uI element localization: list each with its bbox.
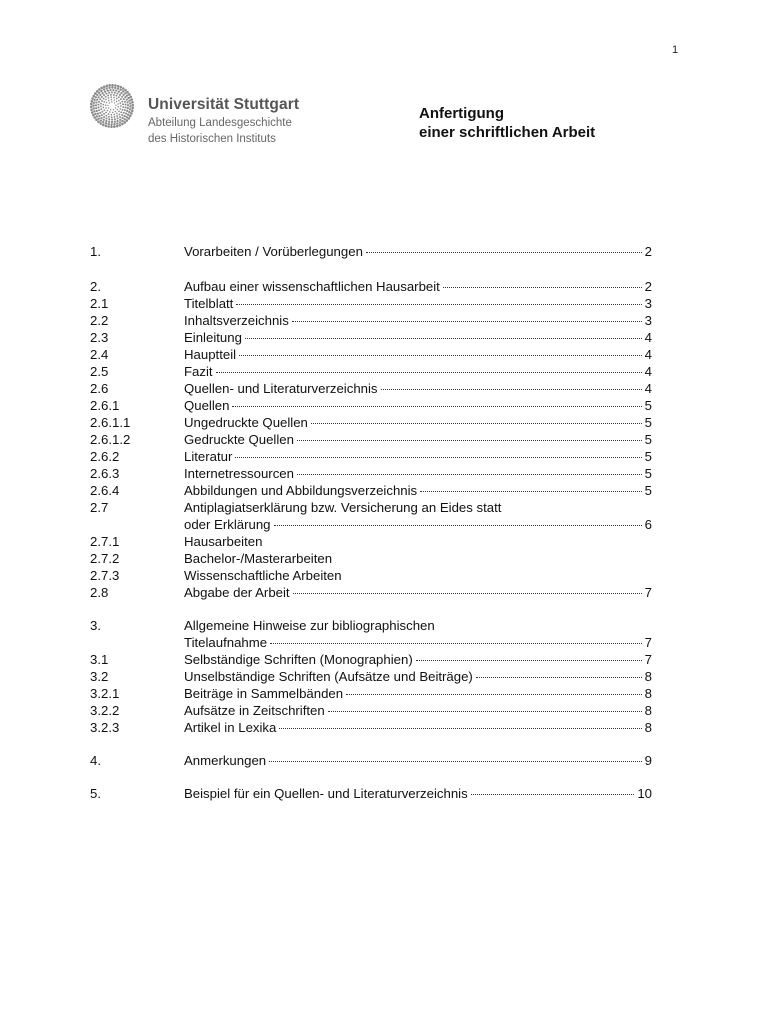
toc-dot-leader — [279, 728, 641, 729]
toc-entry-title: Einleitung — [184, 330, 242, 345]
toc-entry-title: oder Erklärung — [184, 517, 271, 532]
toc-entry-number: 4. — [90, 753, 101, 768]
toc-entry-number: 5. — [90, 786, 101, 801]
toc-dot-leader — [297, 440, 642, 441]
toc-entry-title: Bachelor-/Masterarbeiten — [184, 551, 333, 566]
toc-entry-page: 4 — [644, 364, 652, 379]
toc-entry-number: 2.7.3 — [90, 568, 120, 583]
toc-entry-title: Literatur — [184, 449, 233, 464]
toc-entry-title: Abbildungen und Abbildungsverzeichnis — [184, 483, 418, 498]
institution-department: Abteilung Landesgeschichte — [148, 117, 292, 129]
toc-entry-page: 10 — [637, 786, 652, 801]
university-logo — [90, 84, 330, 154]
toc-entry — [0, 668, 770, 685]
toc-entry-title: Fazit — [184, 364, 213, 379]
toc-dot-leader — [239, 355, 642, 356]
toc-entry-page: 5 — [644, 398, 652, 413]
toc-entry-title: Beiträge in Sammelbänden — [184, 686, 344, 701]
toc-entry-title: Internetressourcen — [184, 466, 294, 481]
institution-name: Universität Stuttgart — [148, 96, 300, 113]
toc-entry-page: 4 — [644, 330, 652, 345]
toc-entry — [0, 533, 770, 550]
toc-entry-page: 2 — [644, 279, 652, 294]
toc-entry-title: Hauptteil — [184, 347, 237, 362]
toc-entry-number: 2.5 — [90, 364, 109, 379]
toc-entry-title: Beispiel für ein Quellen- und Literaturverzeichnis — [184, 786, 468, 801]
toc-entry — [0, 752, 770, 769]
document-title-line-2: einer schriftlichen Arbeit — [419, 124, 596, 141]
toc-entry — [0, 702, 770, 719]
toc-entry-title: Quellen- und Literaturverzeichnis — [184, 381, 378, 396]
toc-dot-leader — [274, 525, 642, 526]
toc-dot-leader — [216, 372, 642, 373]
toc-dot-leader — [416, 660, 642, 661]
toc-entry-number: 2.7 — [90, 500, 109, 515]
document-title-line-1: Anfertigung — [419, 105, 504, 122]
toc-entry-page: 7 — [644, 585, 652, 600]
toc-entry-number: 2.3 — [90, 330, 109, 345]
toc-entry — [0, 397, 770, 414]
toc-entry — [0, 380, 770, 397]
toc-entry-page: 8 — [644, 720, 652, 735]
toc-entry — [0, 651, 770, 668]
toc-entry-page: 5 — [644, 449, 652, 464]
toc-dot-leader — [476, 677, 642, 678]
toc-entry-number: 2.7.2 — [90, 551, 120, 566]
toc-entry-number: 3. — [90, 618, 101, 633]
toc-entry-title: Vorarbeiten / Vorüberlegungen — [184, 244, 363, 259]
toc-entry — [0, 634, 770, 651]
toc-entry-page: 6 — [644, 517, 652, 532]
toc-entry-number: 3.1 — [90, 652, 109, 667]
toc-entry-number: 3.2.3 — [90, 720, 120, 735]
toc-entry — [0, 785, 770, 802]
toc-entry-number: 2.6.2 — [90, 449, 120, 464]
toc-entry-number: 2.6.1 — [90, 398, 120, 413]
toc-dot-leader — [269, 761, 642, 762]
toc-entry-title: Quellen — [184, 398, 230, 413]
toc-entry — [0, 516, 770, 533]
institution-subdepartment: des Historischen Instituts — [148, 133, 276, 145]
toc-entry-number: 2.6.4 — [90, 483, 120, 498]
toc-dot-leader — [346, 694, 642, 695]
toc-entry — [0, 363, 770, 380]
document-title — [419, 104, 595, 142]
toc-entry-title: Hausarbeiten — [184, 534, 263, 549]
toc-dot-leader — [381, 389, 642, 390]
toc-entry-number: 3.2.2 — [90, 703, 120, 718]
toc-entry-number: 3.2.1 — [90, 686, 120, 701]
toc-entry — [0, 431, 770, 448]
toc-entry-page: 4 — [644, 381, 652, 396]
toc-dot-leader — [471, 794, 635, 795]
toc-entry-title: Unselbständige Schriften (Aufsätze und Beiträge) — [184, 669, 473, 684]
toc-entry — [0, 346, 770, 363]
toc-entry-page: 3 — [644, 313, 652, 328]
toc-entry-title: Titelaufnahme — [184, 635, 268, 650]
toc-entry-page: 2 — [644, 244, 652, 259]
toc-entry — [0, 685, 770, 702]
toc-dot-leader — [292, 321, 642, 322]
toc-entry-page: 7 — [644, 652, 652, 667]
toc-entry-title: Antiplagiatserklärung bzw. Versicherung an Eides statt — [184, 500, 502, 515]
toc-entry-page: 5 — [644, 483, 652, 498]
toc-entry-title: Inhaltsverzeichnis — [184, 313, 289, 328]
toc-entry-title: Anmerkungen — [184, 753, 267, 768]
toc-entry — [0, 719, 770, 736]
toc-dot-leader — [293, 593, 642, 594]
toc-entry — [0, 312, 770, 329]
toc-entry-number: 2.6.1.1 — [90, 415, 131, 430]
toc-entry-number: 2.4 — [90, 347, 109, 362]
toc-entry — [0, 243, 770, 260]
toc-entry-number: 2.6.3 — [90, 466, 120, 481]
toc-entry — [0, 278, 770, 295]
toc-entry — [0, 617, 770, 634]
toc-entry-number: 1. — [90, 244, 101, 259]
toc-dot-leader — [366, 252, 642, 253]
toc-entry-number: 2.1 — [90, 296, 109, 311]
toc-entry — [0, 329, 770, 346]
toc-entry-title: Gedruckte Quellen — [184, 432, 294, 447]
toc-entry — [0, 567, 770, 584]
toc-entry-number: 2.6.1.2 — [90, 432, 131, 447]
toc-dot-leader — [297, 474, 642, 475]
toc-entry-number: 2.7.1 — [90, 534, 120, 549]
toc-entry — [0, 448, 770, 465]
toc-entry-page: 8 — [644, 703, 652, 718]
toc-entry-title: Wissenschaftliche Arbeiten — [184, 568, 342, 583]
toc-entry-page: 4 — [644, 347, 652, 362]
toc-entry-title: Aufsätze in Zeitschriften — [184, 703, 325, 718]
toc-entry-title: Aufbau einer wissenschaftlichen Hausarbeit — [184, 279, 440, 294]
toc-dot-leader — [328, 711, 642, 712]
toc-entry-title: Abgabe der Arbeit — [184, 585, 290, 600]
toc-entry-number: 3.2 — [90, 669, 109, 684]
toc-entry — [0, 584, 770, 601]
toc-dot-leader — [245, 338, 642, 339]
page-number: 1 — [672, 44, 679, 56]
university-seal-icon — [90, 84, 134, 128]
toc-entry — [0, 414, 770, 431]
toc-entry-title: Allgemeine Hinweise zur bibliographischen — [184, 618, 435, 633]
toc-entry-page: 3 — [644, 296, 652, 311]
toc-dot-leader — [236, 304, 641, 305]
toc-entry-number: 2.8 — [90, 585, 109, 600]
toc-entry-number: 2.6 — [90, 381, 109, 396]
toc-entry-page: 5 — [644, 415, 652, 430]
toc-entry-page: 5 — [644, 432, 652, 447]
toc-entry — [0, 295, 770, 312]
toc-entry-title: Titelblatt — [184, 296, 234, 311]
toc-entry-number: 2. — [90, 279, 101, 294]
toc-entry — [0, 550, 770, 567]
toc-entry-page: 8 — [644, 686, 652, 701]
toc-dot-leader — [270, 643, 642, 644]
toc-entry-page: 8 — [644, 669, 652, 684]
toc-entry-title: Selbständige Schriften (Monographien) — [184, 652, 413, 667]
toc-dot-leader — [235, 457, 641, 458]
toc-dot-leader — [443, 287, 642, 288]
toc-entry-title: Ungedruckte Quellen — [184, 415, 308, 430]
toc-dot-leader — [311, 423, 642, 424]
toc-entry-page: 7 — [644, 635, 652, 650]
toc-entry-page: 9 — [644, 753, 652, 768]
toc-entry — [0, 465, 770, 482]
toc-entry-page: 5 — [644, 466, 652, 481]
toc-entry — [0, 499, 770, 516]
toc-dot-leader — [232, 406, 641, 407]
toc-entry-number: 2.2 — [90, 313, 109, 328]
toc-dot-leader — [420, 491, 642, 492]
toc-entry-title: Artikel in Lexika — [184, 720, 277, 735]
toc-entry — [0, 482, 770, 499]
